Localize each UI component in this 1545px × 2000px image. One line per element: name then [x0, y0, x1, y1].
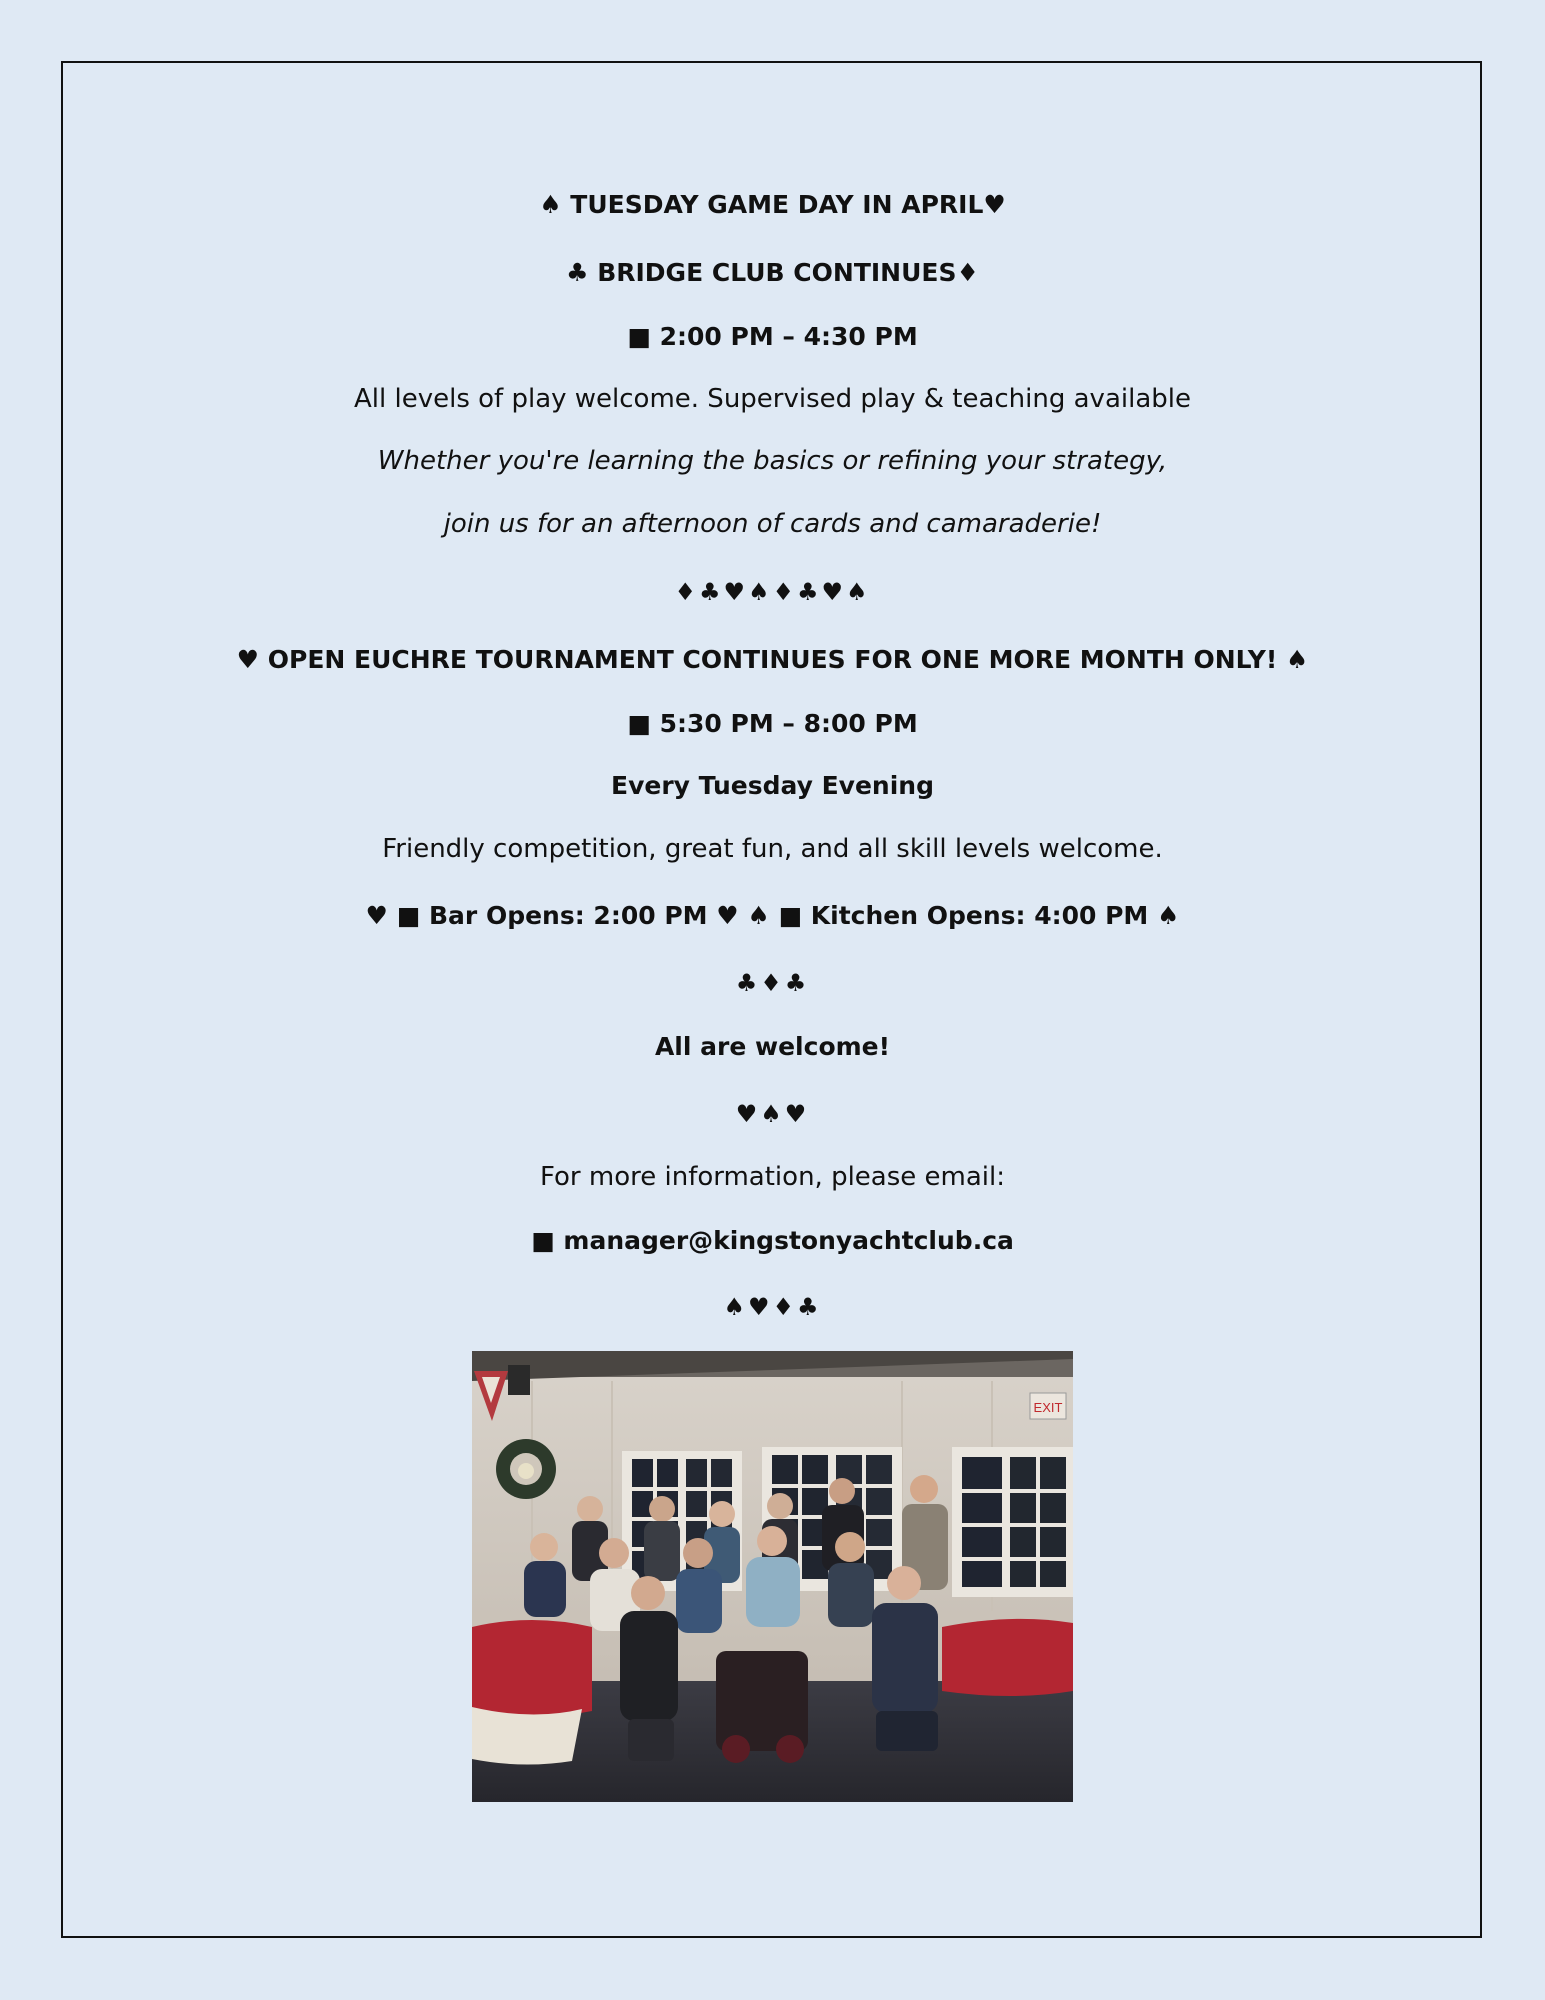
group-photo: [472, 1351, 1073, 1802]
bridge-tagline-2: join us for an afternoon of cards and camaraderie!: [443, 509, 1102, 539]
suits-divider-1: ♦♣♥♠♦♣♥♠: [674, 578, 871, 606]
exit-sign-text: EXIT: [1033, 1400, 1063, 1415]
bridge-tagline-1: Whether you're learning the basics or refining your strategy,: [377, 446, 1168, 476]
suits-divider-4: ♠♥♦♣: [723, 1293, 822, 1321]
bridge-time: ■ 2:00 PM – 4:30 PM: [627, 322, 918, 351]
suits-divider-2: ♣♦♣: [735, 969, 810, 997]
heading-bridge-club: ♣ BRIDGE CLUB CONTINUES♦: [566, 258, 979, 287]
euchre-schedule: Every Tuesday Evening: [611, 771, 934, 800]
bar-kitchen-hours: ♥ ■ Bar Opens: 2:00 PM ♥ ♠ ■ Kitchen Opens: 4:00 PM ♠: [365, 901, 1180, 930]
heading-game-day: ♠ TUESDAY GAME DAY IN APRIL♥: [539, 190, 1006, 219]
suits-divider-3: ♥♠♥: [735, 1100, 810, 1128]
info-prompt: For more information, please email:: [539, 1162, 1006, 1192]
euchre-time: ■ 5:30 PM – 8:00 PM: [627, 709, 918, 738]
contact-email: ■ manager@kingstonyachtclub.ca: [531, 1226, 1014, 1255]
heading-euchre-tournament: ♥ OPEN EUCHRE TOURNAMENT CONTINUES FOR ONE MORE MONTH ONLY! ♠: [236, 645, 1309, 674]
all-welcome-text: All are welcome!: [654, 1032, 891, 1061]
euchre-description: Friendly competition, great fun, and all skill levels welcome.: [382, 834, 1163, 864]
bridge-levels-text: All levels of play welcome. Supervised play & teaching available: [354, 384, 1191, 414]
